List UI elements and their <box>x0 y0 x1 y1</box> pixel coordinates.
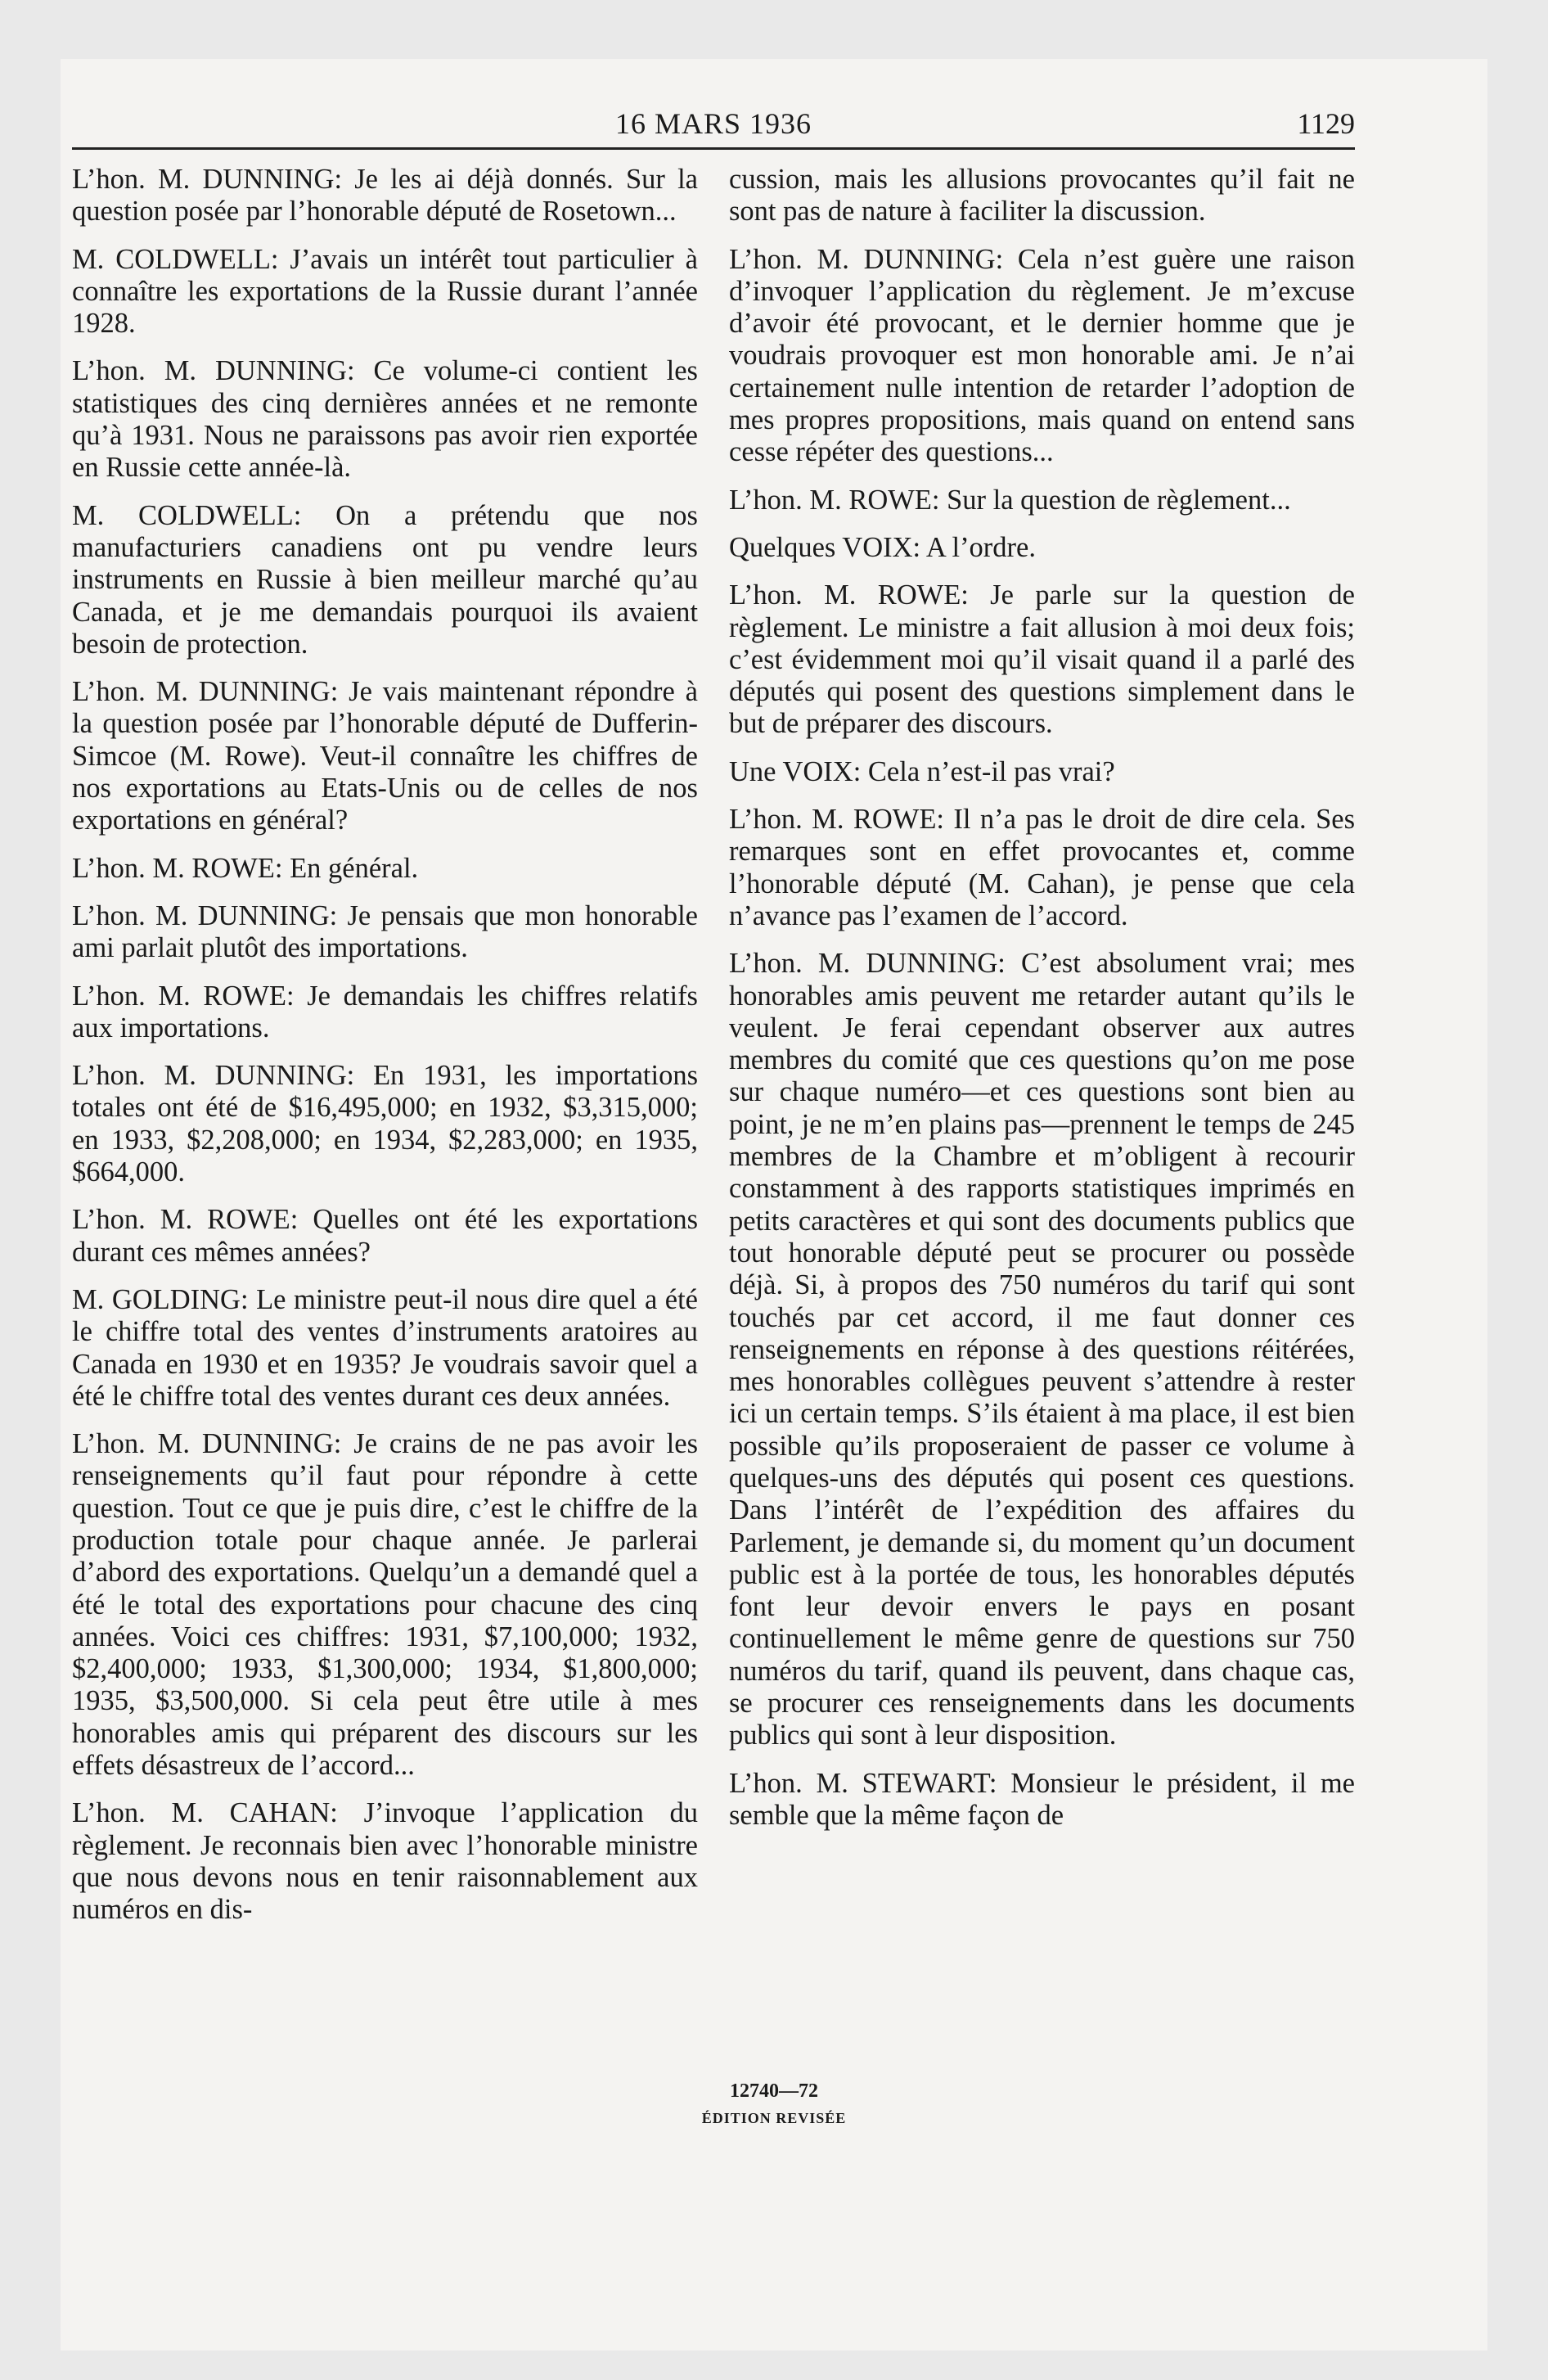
paragraph: L’hon. M. ROWE: Sur la question de règlement... <box>729 484 1291 516</box>
paragraph: L’hon. M. DUNNING: Je vais maintenant répondre à la question posée par l’honorable député de Dufferin-Simcoe (M. Rowe). Veut-il connaître les chiffres de nos exportations au Etats-Unis ou de celles de nos exportations en général? <box>72 676 698 836</box>
paragraph: L’hon. M. DUNNING: Cela n’est guère une raison d’invoquer l’application du règlement. Je m’excuse d’avoir été provocant, et le dernier homme que je voudrais provoquer est mon honorable ami. Je n’ai certainement nulle intention de retarder l’adoption de mes propres propositions, mais quand on entend sans cesse répéter des questions... <box>729 243 1355 468</box>
paragraph: L’hon. M. CAHAN: J’invoque l’application du règlement. Je reconnais bien avec l’honorable ministre que nous devons nous en tenir raisonnablement aux numéros en dis- <box>72 1797 698 1926</box>
paragraph: L’hon. M. STEWART: Monsieur le président, il me semble que la même façon de <box>729 1767 1355 1831</box>
paragraph: Quelques VOIX: A l’ordre. <box>729 531 1036 563</box>
paragraph: L’hon. M. ROWE: Il n’a pas le droit de dire cela. Ses remarques sont en effet provocantes et, comme l’honorable député (M. Cahan), je pense que cela n’avance pas l’examen de l’accord. <box>729 804 1355 931</box>
paragraph: L’hon. M. DUNNING: En 1931, les importations totales ont été de $16,495,000; en 1932, $3,315,000; en 1933, $2,208,000; en 1934, $2,283,000; en 1935, $664,000. <box>72 1060 698 1188</box>
paragraph: L’hon. M. DUNNING: Ce volume-ci contient les statistiques des cinq dernières années et ne remonte qu’à 1931. Nous ne paraissons pas avoir rien exportée en Russie cette année-là. <box>72 355 698 484</box>
left-column <box>72 164 698 2054</box>
paragraph: M. COLDWELL: On a prétendu que nos manufacturiers canadiens ont pu vendre leurs instruments en Russie à bien meilleur marché qu’au Canada, et je me demandais pourquoi ils avaient besoin de protection. <box>72 499 698 660</box>
paragraph: cussion, mais les allusions provocantes qu’il fait ne sont pas de nature à faciliter la discussion. <box>729 164 1355 228</box>
paragraph: L’hon. M. ROWE: En général. <box>72 852 419 884</box>
footer-code: 12740—72 <box>730 2080 818 2102</box>
paragraph: L’hon. M. ROWE: Quelles ont été les exportations durant ces mêmes années? <box>72 1204 698 1268</box>
page-header <box>72 106 1355 147</box>
header-rule <box>72 147 1355 150</box>
footer-edition: ÉDITION REVISÉE <box>701 2110 847 2126</box>
right-column <box>729 164 1355 2054</box>
paragraph: L’hon. M. ROWE: Je demandais les chiffres relatifs aux importations. <box>72 980 698 1044</box>
paragraph: L’hon. M. ROWE: Je parle sur la question de règlement. Le ministre a fait allusion à moi deux fois; c’est évidemment moi qu’il visait quand il a parlé des députés qui posent des questions simplement dans le but de préparer des discours. <box>729 579 1355 740</box>
paragraph: Une VOIX: Cela n’est-il pas vrai? <box>729 755 1115 787</box>
paragraph: L’hon. M. DUNNING: Je pensais que mon honorable ami parlait plutôt des importations. <box>72 899 698 964</box>
header-page-number: 1129 <box>1297 107 1355 140</box>
header-date: 16 MARS 1936 <box>614 107 812 140</box>
paragraph: L’hon. M. DUNNING: C’est absolument vrai; mes honorables amis peuvent me retarder autant qu’ils le veulent. Je ferai cependant observer aux autres membres du comité que ces questions qu’on me pose sur chaque numéro—et ces questions sont bien au point, je ne m’en plains pas—prennent le temps de 245 membres de la Chambre et m’obligent à recourir constamment à des rapports statistiques imprimés en petits caractères et qui sont des documents publics que tout honorable député peut se procurer ou possède déjà. Si, à propos des 750 numéros du tarif qui sont touchés par cet accord, il me faut donner ces renseignements en réponse à des questions réitérées, mes honorables collègues peuvent s’attendre à rester ici un certain temps. S’ils étaient à ma place, il est bien possible qu’ils proposeraient de passer ce volume à quelques-uns des députés qui posent ces questions. Dans l’intérêt de l’expédition des affaires du Parlement, je demande si, du moment qu’un document public est à la portée de tous, les honorables députés font leur devoir envers le pays en posant continuellement le même genre de questions sur 750 numéros du tarif, quand ils peuvent, dans chaque cas, se procurer ces renseignements dans les documents publics qui sont à leur disposition. <box>729 948 1355 1751</box>
paragraph: M. GOLDING: Le ministre peut-il nous dire quel a été le chiffre total des ventes d’instruments aratoires au Canada en 1930 et en 1935? Je voudrais savoir quel a été le chiffre total des ventes durant ces deux années. <box>72 1283 698 1412</box>
paragraph: M. COLDWELL: J’avais un intérêt tout particulier à connaître les exportations de la Russie durant l’année 1928. <box>72 243 698 340</box>
paragraph: L’hon. M. DUNNING: Je crains de ne pas avoir les renseignements qu’il faut pour répondre à cette question. Tout ce que je puis dire, c’est le chiffre de la production totale pour chaque année. Je parlerai d’abord des exportations. Quelqu’un a demandé quel a été le total des exportations pour chacune des cinq années. Voici ces chiffres: 1931, $7,100,000; 1932, $2,400,000; 1933, $1,300,000; 1934, $1,800,000; 1935, $3,500,000. Si cela peut être utile à mes honorables amis qui préparent des discours sur les effets désastreux de l’accord... <box>72 1428 698 1782</box>
paragraph: L’hon. M. DUNNING: Je les ai déjà donnés. Sur la question posée par l’honorable député de Rosetown... <box>72 164 698 228</box>
